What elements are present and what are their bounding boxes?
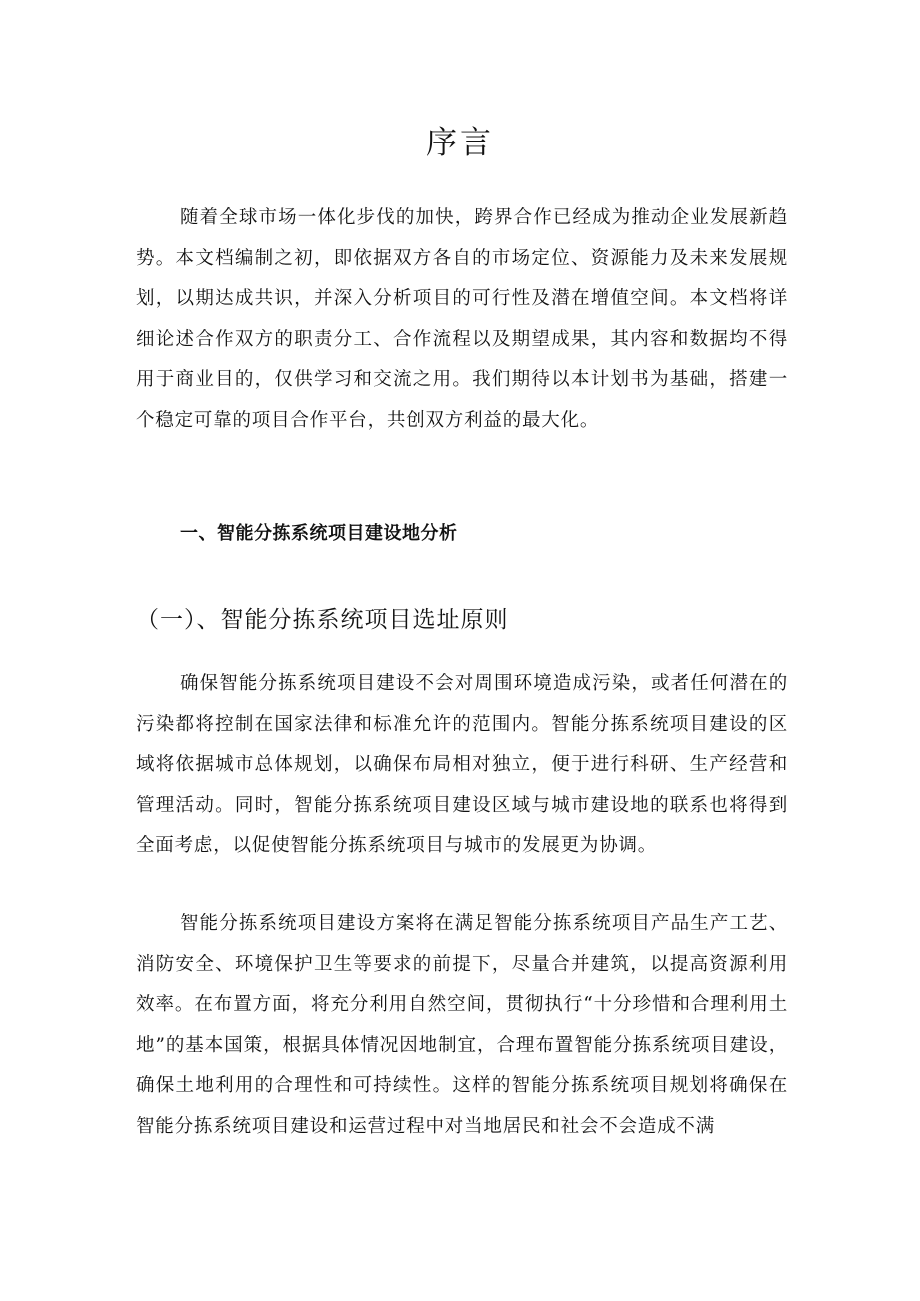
section-heading: 一、智能分拣系统项目建设地分析 bbox=[180, 523, 458, 544]
subsection-heading: （一）、智能分拣系统项目选址原则 bbox=[136, 607, 509, 633]
page-title: 序言 bbox=[426, 125, 494, 161]
preface-paragraph: 随着全球市场一体化步伐的加快，跨界合作已经成为推动企业发展新趋势。本文档编制之初，即依据双方各自的市场定位、资源能力及未来发展规划，以期达成共识，并深入分析项目的可行性及潜在增值空间。本文档将详细论述合作双方的职责分工、合作流程以及期望成果，其内容和数据均不得用于商业目的，仅供学习和交流之用。我们期待以本计划书为基础，搭建一个稳定可靠的项目合作平台，共创双方利益的最大化。 bbox=[136, 207, 788, 431]
body-paragraph-1: 确保智能分拣系统项目建设不会对周围环境造成污染，或者任何潜在的污染都将控制在国家法律和标准允许的范围内。智能分拣系统项目建设的区域将依据城市总体规划，以确保布局相对独立，便于进行科研、生产经营和管理活动。同时，智能分拣系统项目建设区域与城市建设地的联系也将得到全面考虑，以促使智能分拣系统项目与城市的发展更为协调。 bbox=[136, 673, 788, 856]
body-paragraph-2: 智能分拣系统项目建设方案将在满足智能分拣系统项目产品生产工艺、消防安全、环境保护卫生等要求的前提下，尽量合并建筑，以提高资源利用效率。在布置方面，将充分利用自然空间，贯彻执行“十分珍惜和合理利用土地”的基本国策，根据具体情况因地制宜，合理布置智能分拣系统项目建设，确保土地利用的合理性和可持续性。这样的智能分拣系统项目规划将确保在智能分拣系统项目建设和运营过程中对当地居民和社会不会造成不满 bbox=[136, 913, 788, 1137]
